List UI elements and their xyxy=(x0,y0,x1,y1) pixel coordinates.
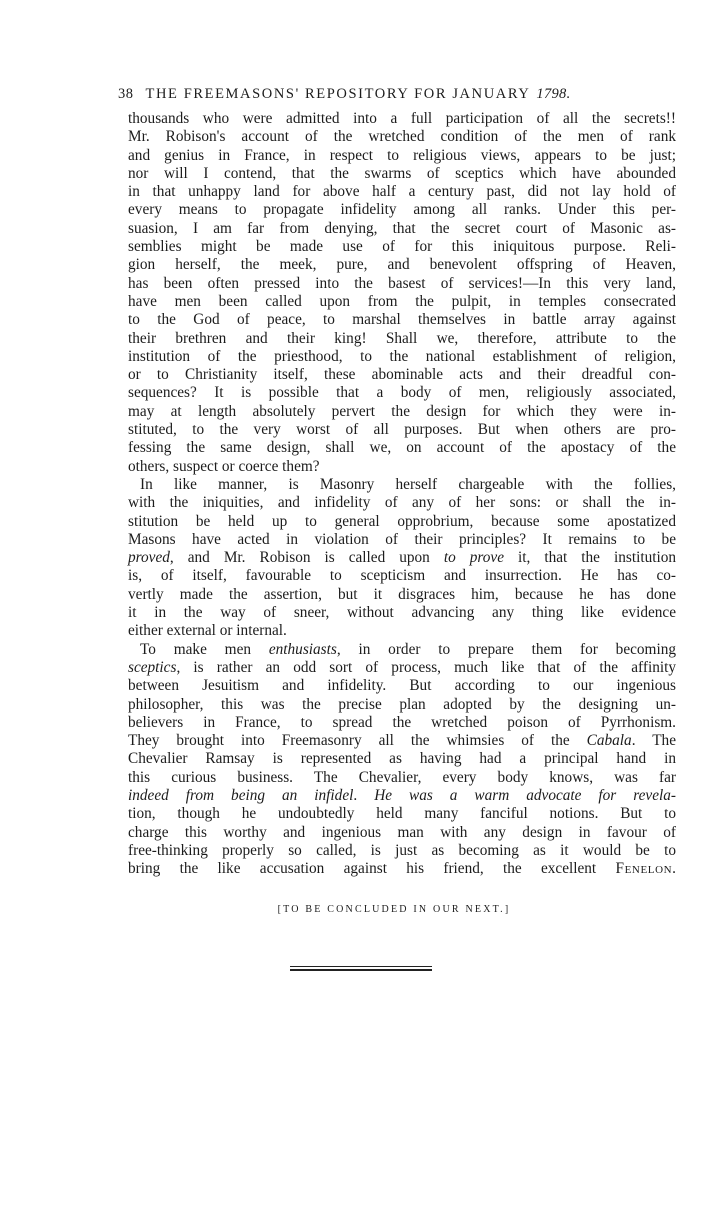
italic-text: to prove xyxy=(443,549,505,567)
rule-line-thin xyxy=(290,966,432,967)
small-caps-name: Fenelon xyxy=(615,860,673,878)
text-line: is, of itself, favourable to scepticism and insurrection. He has co- xyxy=(128,567,676,585)
text-line xyxy=(128,659,676,677)
text-run: To make men xyxy=(140,640,269,658)
rule-line-thick xyxy=(290,969,432,971)
italic-text: enthusiasts xyxy=(268,640,337,658)
text-run: . xyxy=(672,860,676,878)
text-line: tion, though he undoubtedly held many fanciful notions. But to xyxy=(128,805,676,823)
text-line: stituted, to the very worst of all purposes. But when others are pro- xyxy=(128,421,676,439)
italic-text: sceptics xyxy=(128,658,177,676)
text-line: In like manner, is Masonry herself chargeable with the follies, xyxy=(140,475,676,493)
text-line: and genius in France, in respect to religious views, appears to be just; xyxy=(128,146,676,164)
text-line: Chevalier Ramsay is represented as having had a principal hand in xyxy=(128,750,676,768)
text-line: with the iniquities, and infidelity of any of her sons: or shall the in- xyxy=(128,494,676,512)
text-line: semblies might be made use of for this iniquitous purpose. Reli- xyxy=(128,238,676,256)
running-year: 1798. xyxy=(536,86,571,102)
text-line: believers in France, to spread the wretched poison of Pyrrhonism. xyxy=(128,713,676,731)
text-line: to the God of peace, to marshal themselves in battle array against xyxy=(128,311,676,329)
italic-text: indeed from being an infidel xyxy=(128,786,354,804)
end-rule xyxy=(290,966,432,971)
text-line: fessing the same design, shall we, on account of the apostacy of the xyxy=(128,439,676,457)
text-run: They brought into Freemasonry all the whimsies of the xyxy=(128,732,587,750)
text-line xyxy=(128,787,676,805)
italic-text: Cabala xyxy=(586,732,632,750)
text-line: has been often pressed into the basest of services!—In this very land, xyxy=(128,274,676,292)
text-line: may at length absolutely pervert the design for which they were in- xyxy=(128,402,676,420)
text-line: institution of the priesthood, to the national establishment of religion, xyxy=(128,347,676,365)
text-line: it in the way of sneer, without advancing any thing like evidence xyxy=(128,604,676,622)
text-line: have men been called upon from the pulpit, in temples consecrated xyxy=(128,292,676,310)
text-line xyxy=(128,549,676,567)
running-head xyxy=(118,86,668,103)
text-line: charge this worthy and ingenious man with any design in favour of xyxy=(128,823,676,841)
text-line: in that unhappy land for above half a century past, did not lay hold of xyxy=(128,183,676,201)
text-line: nor will I contend, that the swarms of sceptics which have abounded xyxy=(128,164,676,182)
page-number: 38 xyxy=(118,86,134,102)
page-content xyxy=(108,86,677,916)
text-line xyxy=(128,860,676,878)
italic-text: proved xyxy=(128,549,170,567)
article-body xyxy=(128,110,676,878)
text-line: between Jesuitism and infidelity. But according to our ingenious xyxy=(128,677,676,695)
text-run: bring the like accusation against his friend, the excellent xyxy=(128,860,616,878)
text-line: or to Christianity itself, these abominable acts and their dreadful con- xyxy=(128,366,676,384)
continuation-note: [TO BE CONCLUDED IN OUR NEXT.] xyxy=(277,904,511,916)
italic-text: He was a warm advocate for revela- xyxy=(374,786,676,804)
text-line: either external or internal. xyxy=(128,622,287,640)
text-line xyxy=(128,732,676,750)
paragraph-2 xyxy=(128,476,676,641)
running-title: THE FREEMASONS' REPOSITORY FOR JANUARY xyxy=(145,86,531,102)
text-run: , is rather an odd sort of process, much like that of the affinity xyxy=(176,658,676,676)
text-run: it, that the institution xyxy=(504,549,677,567)
text-line: their brethren and their king! Shall we, therefore, attribute to the xyxy=(128,329,676,347)
text-line: sequences? It is possible that a body of men, religiously associated, xyxy=(128,384,676,402)
paragraph-1 xyxy=(128,110,676,476)
text-line: free-thinking properly so called, is just as becoming as it would be to xyxy=(128,841,676,859)
text-line: others, suspect or coerce them? xyxy=(128,457,320,475)
text-line: thousands who were admitted into a full participation of all the secrets!! xyxy=(128,110,676,127)
paragraph-3 xyxy=(128,641,676,879)
text-line: every means to propagate infidelity among all ranks. Under this per- xyxy=(128,201,676,219)
text-line: Masons have acted in violation of their principles? It remains to be xyxy=(128,530,676,548)
text-line: vertly made the assertion, but it disgraces him, because he has done xyxy=(128,585,676,603)
text-line: Mr. Robison's account of the wretched condition of the men of rank xyxy=(128,128,676,146)
text-run: , and Mr. Robison is called upon xyxy=(169,549,444,567)
text-line: suasion, I am far from denying, that the secret court of Masonic as- xyxy=(128,219,676,237)
text-run: . xyxy=(353,786,375,804)
text-run: , in order to prepare them for becoming xyxy=(336,640,677,658)
text-run: . The xyxy=(631,732,676,750)
text-line: stitution be held up to general opprobrium, because some apostatized xyxy=(128,512,676,530)
text-line: philosopher, this was the precise plan adopted by the designing un- xyxy=(128,695,676,713)
text-line: this curious business. The Chevalier, every body knows, was far xyxy=(128,768,676,786)
text-line xyxy=(128,641,676,659)
text-line: gion herself, the meek, pure, and benevolent offspring of Heaven, xyxy=(128,256,676,274)
